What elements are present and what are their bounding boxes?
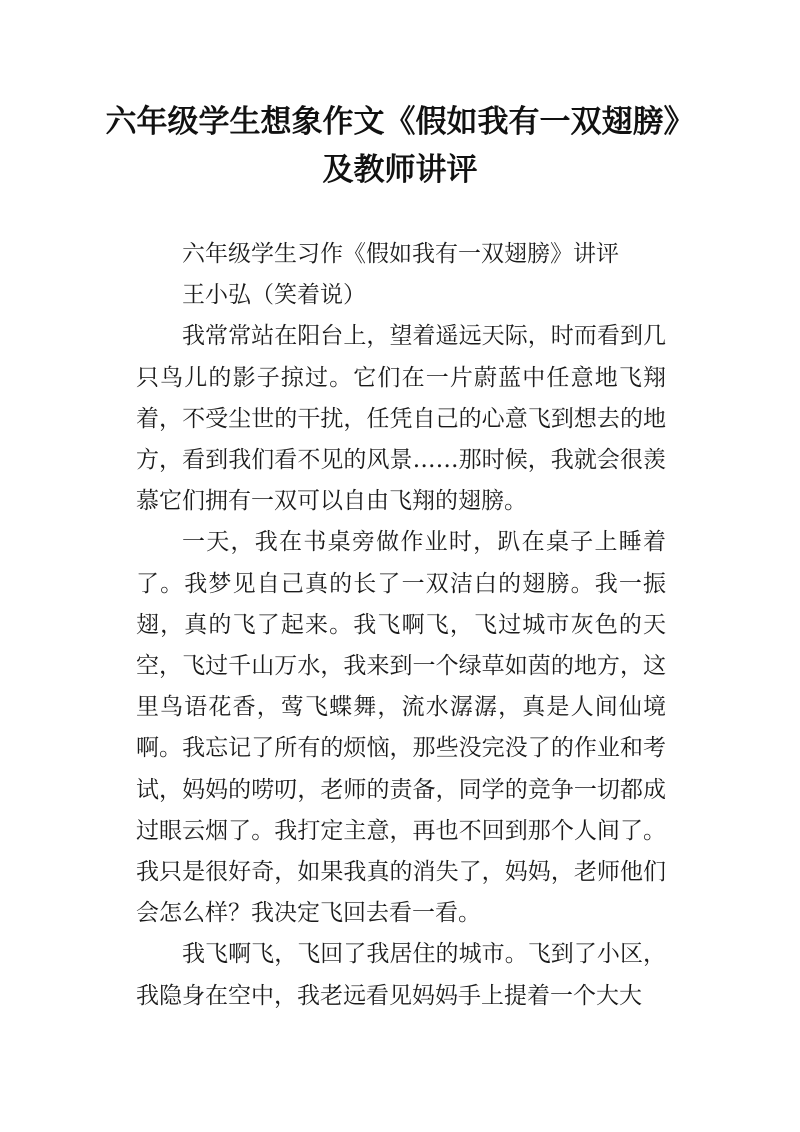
document-body xyxy=(136,234,666,1017)
paragraph: 我飞啊飞，飞回了我居住的城市。飞到了小区，我隐身在空中，我老远看见妈妈手上提着一个大大 xyxy=(136,941,666,1009)
author-line: 王小弘（笑着说） xyxy=(182,282,366,309)
paragraph: 我常常站在阳台上，望着遥远天际，时而看到几只鸟儿的影子掠过。它们在一片蔚蓝中任意地飞翔着，不受尘世的干扰，任凭自己的心意飞到想去的地方，看到我们看不见的风景……那时候，我就会很羡慕它们拥有一双可以自由飞翔的翅膀。 xyxy=(136,323,666,515)
document-title: 六年级学生想象作文《假如我有一双翅膀》及教师讲评 xyxy=(105,104,695,188)
paragraph: 一天，我在书桌旁做作业时，趴在桌子上睡着了。我梦见自己真的长了一双洁白的翅膀。我一振翅，真的飞了起来。我飞啊飞，飞过城市灰色的天空，飞过千山万水，我来到一个绿草如茵的地方，这里鸟语花香，莺飞蝶舞，流水潺潺，真是人间仙境啊。我忘记了所有的烦恼，那些没完没了的作业和考试，妈妈的唠叨，老师的责备，同学的竞争一切都成过眼云烟了。我打定主意，再也不回到那个人间了。我只是很好奇，如果我真的消失了，妈妈，老师他们会怎么样？我决定飞回去看一看。 xyxy=(136,529,666,927)
heading-line: 六年级学生习作《假如我有一双翅膀》讲评 xyxy=(182,241,619,267)
